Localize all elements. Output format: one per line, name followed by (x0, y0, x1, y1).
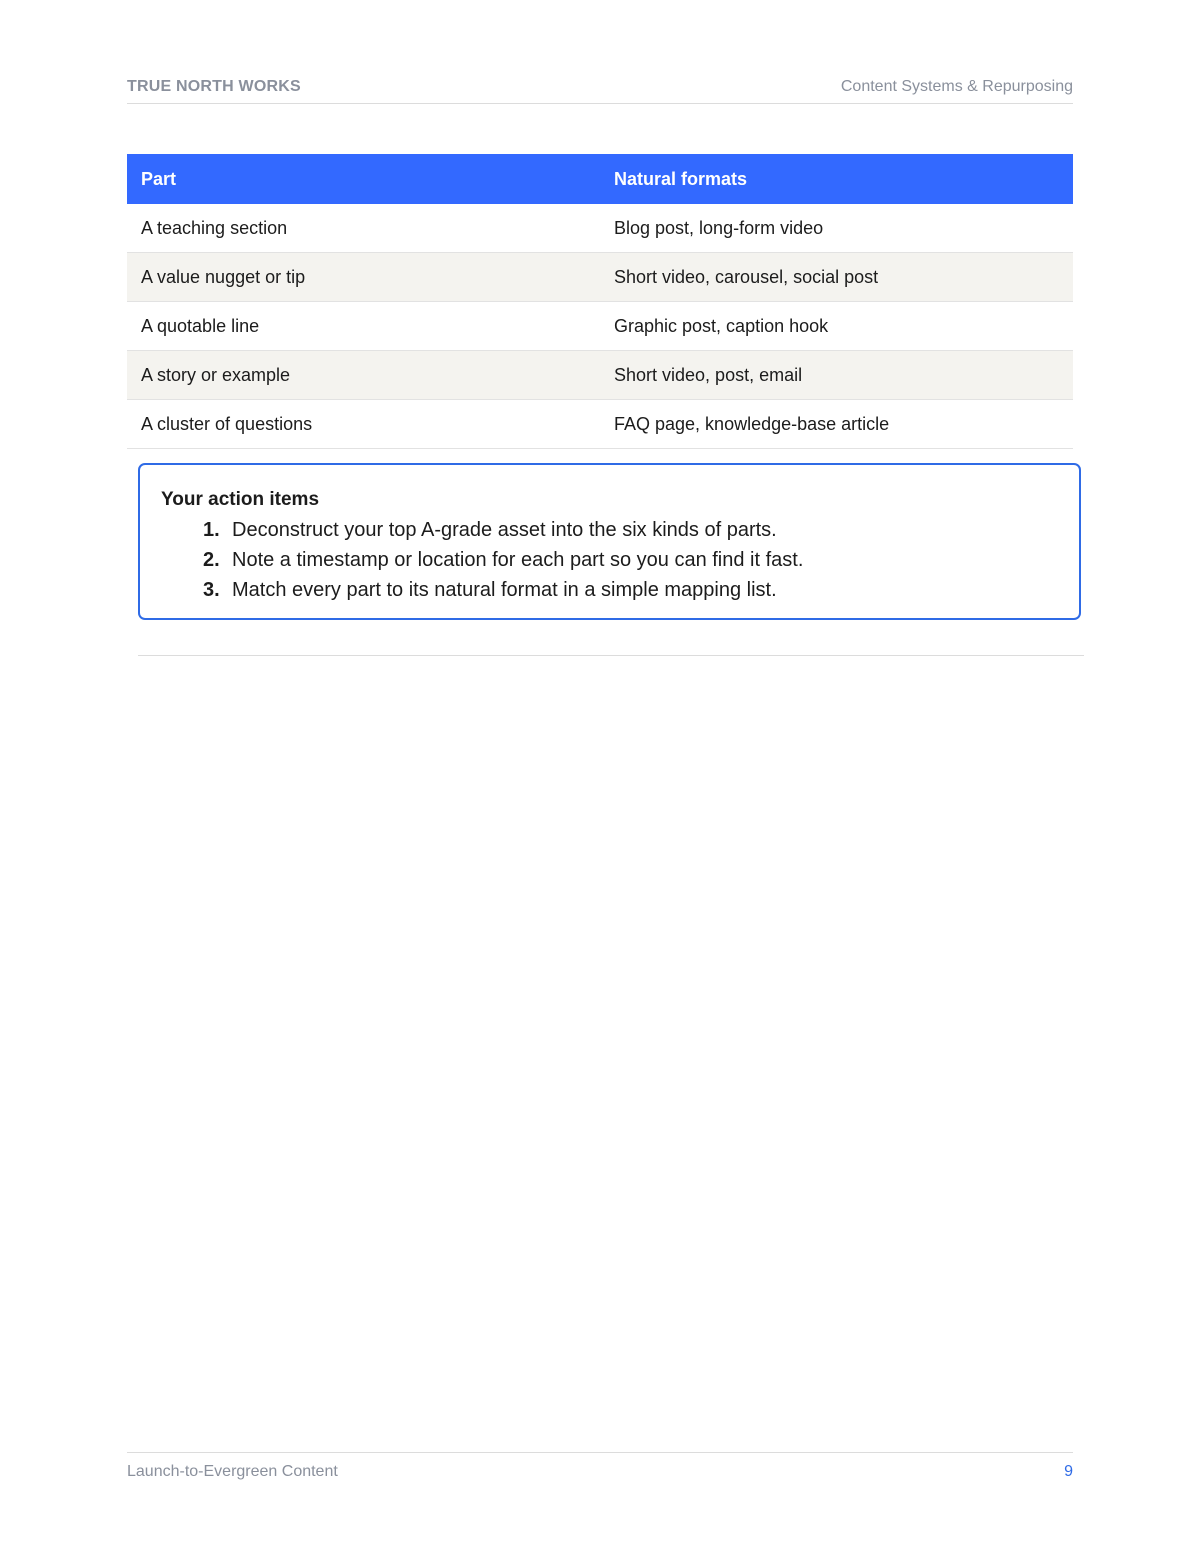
item-number: 1. (203, 519, 220, 541)
item-number: 3. (203, 579, 220, 601)
action-items-box (138, 463, 1081, 620)
formats-cell: Short video, carousel, social post (600, 253, 1073, 302)
part-cell: A quotable line (127, 302, 600, 351)
table-row (127, 253, 1073, 302)
document-title: Launch-to-Evergreen Content (127, 1463, 338, 1480)
table-row (127, 400, 1073, 449)
column-header-formats: Natural formats (600, 154, 1073, 204)
action-items-title: Your action items (161, 489, 320, 510)
item-text: Match every part to its natural format in a simple mapping list. (232, 579, 777, 601)
column-header-part: Part (127, 154, 600, 204)
item-number: 2. (203, 549, 220, 571)
parts-formats-table (127, 154, 1073, 449)
list-item (203, 545, 803, 575)
table-row (127, 302, 1073, 351)
page-number: 9 (1064, 1463, 1073, 1480)
table-row (127, 204, 1073, 253)
formats-cell: Blog post, long-form video (600, 204, 1073, 253)
page-header (127, 76, 1073, 104)
section-divider (138, 655, 1084, 656)
item-text: Note a timestamp or location for each part so you can find it fast. (232, 549, 804, 571)
table-row (127, 351, 1073, 400)
part-cell: A teaching section (127, 204, 600, 253)
part-cell: A story or example (127, 351, 600, 400)
page-footer (127, 1452, 1073, 1483)
formats-cell: Graphic post, caption hook (600, 302, 1073, 351)
action-items-list (203, 515, 803, 605)
list-item (203, 515, 803, 545)
part-cell: A value nugget or tip (127, 253, 600, 302)
formats-cell: FAQ page, knowledge-base article (600, 400, 1073, 449)
item-text: Deconstruct your top A-grade asset into the six kinds of parts. (232, 519, 777, 541)
list-item (203, 575, 803, 605)
part-cell: A cluster of questions (127, 400, 600, 449)
brand-name: TRUE NORTH WORKS (127, 78, 301, 95)
section-title: Content Systems & Repurposing (840, 78, 1073, 95)
table-header-row (127, 154, 1073, 204)
formats-cell: Short video, post, email (600, 351, 1073, 400)
